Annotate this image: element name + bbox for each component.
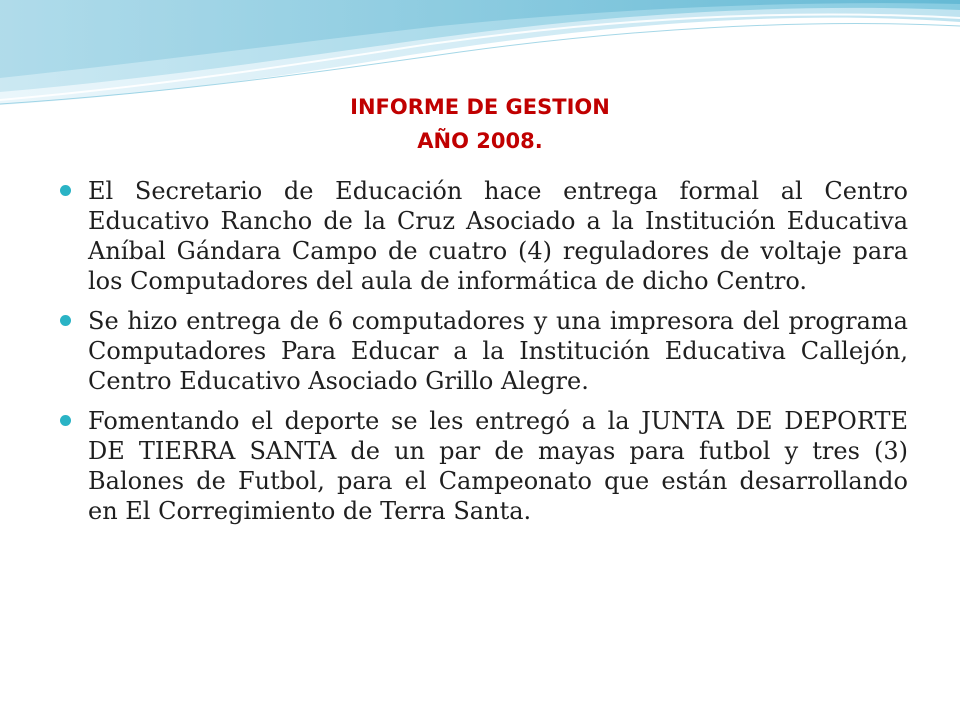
title-line-2: AÑO 2008. bbox=[417, 129, 543, 153]
bullet-dot-icon bbox=[60, 315, 71, 326]
bullet-item-1 bbox=[60, 176, 908, 296]
bullet-list bbox=[60, 176, 908, 536]
bullet-text-3: Fomentando el deporte se les entregó a la JUNTA DE DEPORTE DE TIERRA SANTA de un par de mayas para futbol y tres (3) Balones de Futbol, para el Campeonato que están desarrollando en El Corregimiento de Terra Santa. bbox=[88, 407, 908, 525]
bullet-item-3 bbox=[60, 406, 908, 526]
bullet-dot-icon bbox=[60, 185, 71, 196]
bullet-text-1: El Secretario de Educación hace entrega formal al Centro Educativo Rancho de la Cruz Asociado a la Institución Educativa Aníbal Gándara Campo de cuatro (4) reguladores de voltaje para los Computadores del aula de informática de dicho Centro. bbox=[88, 177, 908, 295]
slide-title bbox=[0, 90, 960, 158]
bullet-item-2 bbox=[60, 306, 908, 396]
bullet-dot-icon bbox=[60, 415, 71, 426]
title-line-1: INFORME DE GESTION bbox=[350, 95, 610, 119]
bullet-text-2: Se hizo entrega de 6 computadores y una impresora del programa Computadores Para Educar a la Institución Educativa Callejón, Centro Educativo Asociado Grillo Alegre. bbox=[88, 307, 908, 395]
